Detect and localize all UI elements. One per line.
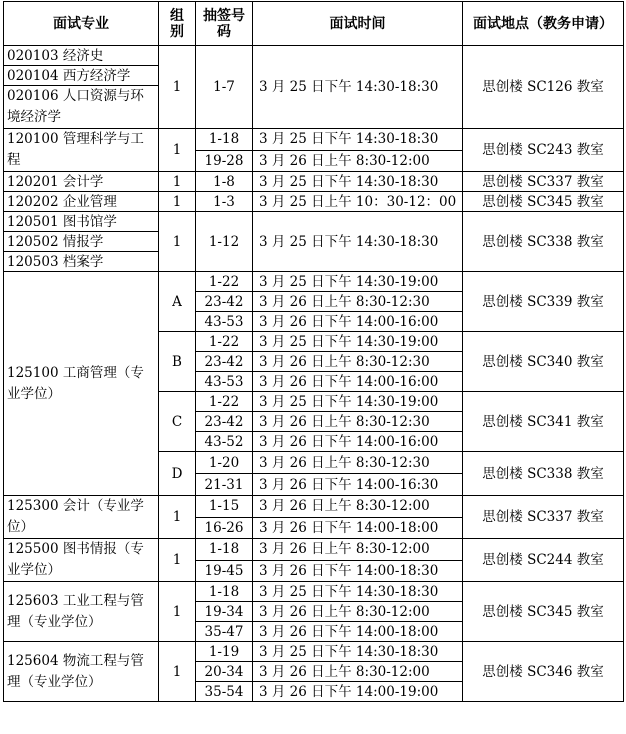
header-time: 面试时间 (253, 2, 463, 46)
location-cell: 思创楼 SC126 教室 (463, 46, 624, 129)
time-cell: 3 月 26 日上午 8:30-12:30 (253, 292, 463, 312)
time-cell: 3 月 26 日下午 14:00-18:00 (253, 622, 463, 642)
major-cell: 125100 工商管理（专业学位） (4, 272, 159, 496)
lot-cell: 19-45 (196, 560, 253, 582)
lot-cell: 1-3 (196, 192, 253, 212)
time-cell: 3 月 25 日下午 14:30-19:00 (253, 332, 463, 352)
lot-cell: 43-53 (196, 372, 253, 392)
location-cell: 思创楼 SC337 教室 (463, 172, 624, 192)
lot-cell: 1-18 (196, 129, 253, 151)
group-cell: C (159, 392, 196, 452)
group-cell: B (159, 332, 196, 392)
group-cell: 1 (159, 212, 196, 272)
lot-cell: 1-7 (196, 46, 253, 129)
header-row (4, 2, 624, 46)
table-row (4, 496, 624, 518)
time-cell: 3 月 26 日上午 8:30-12:00 (253, 602, 463, 622)
lot-cell: 1-22 (196, 392, 253, 412)
lot-cell: 1-18 (196, 582, 253, 602)
location-cell: 思创楼 SC338 教室 (463, 452, 624, 496)
lot-cell: 43-53 (196, 312, 253, 332)
location-cell: 思创楼 SC244 教室 (463, 539, 624, 582)
major-cell: 120201 会计学 (4, 172, 159, 192)
time-cell: 3 月 26 日下午 14:00-16:30 (253, 474, 463, 496)
lot-cell: 1-8 (196, 172, 253, 192)
major-cell: 125300 会计（专业学位） (4, 496, 159, 539)
major-cell: 020106 人口资源与环境经济学 (4, 86, 159, 129)
time-cell: 3 月 25 日下午 14:30-18:30 (253, 582, 463, 602)
lot-cell: 19-28 (196, 150, 253, 172)
major-cell: 120503 档案学 (4, 252, 159, 272)
lot-cell: 1-18 (196, 539, 253, 561)
time-cell: 3 月 26 日下午 14:00-16:00 (253, 372, 463, 392)
time-cell: 3 月 25 日上午 10：30-12：00 (253, 192, 463, 212)
table-row (4, 272, 624, 292)
table-row (4, 129, 624, 151)
location-cell: 思创楼 SC345 教室 (463, 582, 624, 642)
header-major: 面试专业 (4, 2, 159, 46)
lot-cell: 23-42 (196, 292, 253, 312)
table-row (4, 46, 624, 66)
lot-cell: 1-12 (196, 212, 253, 272)
group-cell: A (159, 272, 196, 332)
time-cell: 3 月 26 日下午 14:00-18:00 (253, 517, 463, 539)
header-location: 面试地点（教务申请） (463, 2, 624, 46)
time-cell: 3 月 26 日上午 8:30-12:30 (253, 452, 463, 474)
lot-cell: 1-22 (196, 272, 253, 292)
group-cell: D (159, 452, 196, 496)
group-cell: 1 (159, 172, 196, 192)
group-cell: 1 (159, 539, 196, 582)
time-cell: 3 月 26 日上午 8:30-12:00 (253, 662, 463, 682)
group-cell: 1 (159, 46, 196, 129)
location-cell: 思创楼 SC339 教室 (463, 272, 624, 332)
location-cell: 思创楼 SC337 教室 (463, 496, 624, 539)
table-row (4, 582, 624, 602)
time-cell: 3 月 26 日下午 14:00-19:00 (253, 682, 463, 702)
lot-cell: 35-47 (196, 622, 253, 642)
table-row (4, 212, 624, 232)
time-cell: 3 月 25 日下午 14:30-18:30 (253, 172, 463, 192)
time-cell: 3 月 25 日下午 14:30-18:30 (253, 129, 463, 151)
major-cell: 120202 企业管理 (4, 192, 159, 212)
lot-cell: 1-19 (196, 642, 253, 662)
header-lot: 抽签号码 (196, 2, 253, 46)
time-cell: 3 月 25 日下午 14:30-18:30 (253, 46, 463, 129)
lot-cell: 1-15 (196, 496, 253, 518)
time-cell: 3 月 26 日下午 14:00-16:00 (253, 432, 463, 452)
lot-cell: 1-22 (196, 332, 253, 352)
group-cell: 1 (159, 129, 196, 172)
major-cell: 120501 图书馆学 (4, 212, 159, 232)
group-cell: 1 (159, 642, 196, 702)
location-cell: 思创楼 SC346 教室 (463, 642, 624, 702)
time-cell: 3 月 25 日下午 14:30-18:30 (253, 212, 463, 272)
table-row (4, 192, 624, 212)
time-cell: 3 月 26 日上午 8:30-12:30 (253, 412, 463, 432)
time-cell: 3 月 25 日下午 14:30-19:00 (253, 392, 463, 412)
lot-cell: 20-34 (196, 662, 253, 682)
group-cell: 1 (159, 582, 196, 642)
location-cell: 思创楼 SC341 教室 (463, 392, 624, 452)
time-cell: 3 月 26 日下午 14:00-18:30 (253, 560, 463, 582)
table-row (4, 539, 624, 561)
major-cell: 020103 经济史 (4, 46, 159, 66)
group-cell: 1 (159, 496, 196, 539)
location-cell: 思创楼 SC345 教室 (463, 192, 624, 212)
lot-cell: 23-42 (196, 412, 253, 432)
major-cell: 125500 图书情报（专业学位） (4, 539, 159, 582)
time-cell: 3 月 26 日下午 14:00-16:00 (253, 312, 463, 332)
header-group: 组别 (159, 2, 196, 46)
time-cell: 3 月 26 日上午 8:30-12:00 (253, 539, 463, 561)
location-cell: 思创楼 SC340 教室 (463, 332, 624, 392)
time-cell: 3 月 25 日下午 14:30-18:30 (253, 642, 463, 662)
time-cell: 3 月 25 日下午 14:30-19:00 (253, 272, 463, 292)
lot-cell: 1-20 (196, 452, 253, 474)
interview-schedule-table (3, 1, 624, 702)
major-cell: 020104 西方经济学 (4, 66, 159, 86)
time-cell: 3 月 26 日上午 8:30-12:00 (253, 150, 463, 172)
time-cell: 3 月 26 日上午 8:30-12:00 (253, 496, 463, 518)
major-cell: 125603 工业工程与管理（专业学位） (4, 582, 159, 642)
group-cell: 1 (159, 192, 196, 212)
lot-cell: 16-26 (196, 517, 253, 539)
lot-cell: 19-34 (196, 602, 253, 622)
major-cell: 120502 情报学 (4, 232, 159, 252)
location-cell: 思创楼 SC338 教室 (463, 212, 624, 272)
lot-cell: 35-54 (196, 682, 253, 702)
lot-cell: 43-52 (196, 432, 253, 452)
location-cell: 思创楼 SC243 教室 (463, 129, 624, 172)
table-row (4, 642, 624, 662)
major-cell: 125604 物流工程与管理（专业学位） (4, 642, 159, 702)
lot-cell: 21-31 (196, 474, 253, 496)
lot-cell: 23-42 (196, 352, 253, 372)
table-row (4, 172, 624, 192)
major-cell: 120100 管理科学与工程 (4, 129, 159, 172)
time-cell: 3 月 26 日上午 8:30-12:30 (253, 352, 463, 372)
